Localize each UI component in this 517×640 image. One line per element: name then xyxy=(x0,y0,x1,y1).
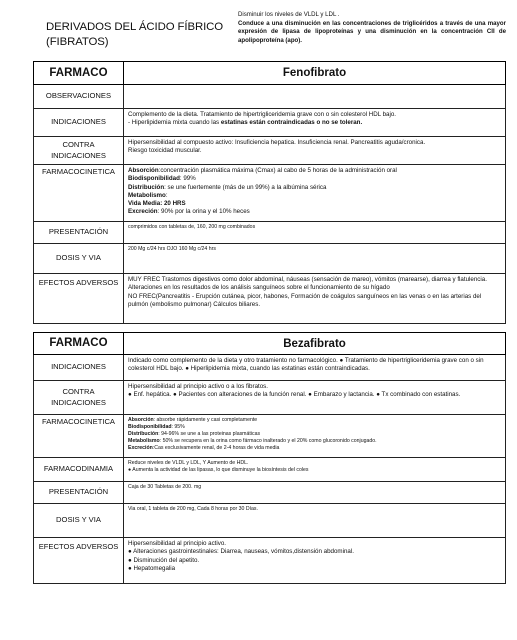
indicaciones-value: Indicado como complemento de la dieta y otro tratamiento no farmacológico. ● Tratamiento de hipertrigliceridemia grave con o sin colesterol HDL bajo. ● Hiperlipidemia mixta, cuando las estatinas están contraindicadas. xyxy=(124,355,506,381)
farmacocinetica-label: FARMACOCINETICA xyxy=(34,415,124,458)
efectos-value: MUY FREC Trastornos digestivos como dolor abdominal, náuseas (sensación de mareo), vómitos (marearse), diarrea y flatulencia. Alteraciones en los resultados de los análisis sanguíneos sobre el funcionamiento de su hígado NO FREC(Pancreatitis - Erupción cutánea, picor, habones, Formación de coágulos sanguíneos en las venas o en las arterias del pulmón (embolismo pulmonar) Cálculos biliares. xyxy=(124,274,506,324)
observaciones-value xyxy=(124,85,506,109)
contraindicaciones-value: Hipersensibilidad al principio activo o a los fibratos. ● Enf. hepática. ● Pacientes con alteraciones de la función renal. ● Embarazo y lactancia. ● Tx combinado con estatinas. xyxy=(124,381,506,415)
dosis-value: 200 Mg c/24 hrs OJO 160 Mg c/24 hrs xyxy=(124,244,506,274)
intro-line-2: Conduce a una disminución en las concentraciones de triglicéridos a través de una mayor expresión de lipasa de lipoproteínas y una disminución en la concentración CII de apolipoproteína (apo). xyxy=(238,19,506,44)
contraindicaciones-value: Hipersensibilidad al compuesto activo: Insuficiencia hepatica. Insuficiencia renal. Pancreatitis aguda/cronica. Riesgo toxicidad muscular. xyxy=(124,137,506,165)
contraindicaciones-label: CONTRA INDICACIONES xyxy=(34,381,124,415)
efectos-label: EFECTOS ADVERSOS xyxy=(34,538,124,584)
presentacion-row xyxy=(34,222,506,244)
indicaciones-value: Complemento de la dieta. Tratamiento de hipertrigliceridemia grave con o sin colesterol HDL bajo. - Hiperlipidemia mixta cuando las estatinas están contraindicadas o no se toleran. xyxy=(124,109,506,137)
presentacion-value: comprimidos con tabletas de, 160, 200 mg combinados xyxy=(124,222,506,244)
efectos-value: Hipersensibilidad al principio activo. ● Alteraciones gastrointestinales: Diarrea, nauseas, vómitos,distensión abdominal. ● Disminución del apetito. ● Hepatomegalia xyxy=(124,538,506,584)
farmacocinetica-value: Absorción:concentración plasmática máxima (Cmax) al cabo de 5 horas de la administración oral Biodisponibilidad: 99% Distribución: se une fuertemente (más de un 99%) a la albúmina sérica Metabolismo: Vida Media: 20 HRS Excreción: 90% por la orina y el 10% heces xyxy=(124,165,506,222)
indicaciones-label: INDICACIONES xyxy=(34,355,124,381)
farmacocinetica-row xyxy=(34,165,506,222)
intro-text xyxy=(238,11,506,45)
farmacodinamia-value: Reduce niveles de VLDL y LDL, Y Aumento de HDL. ● Aumenta la actividad de las lipasas, lo que disminuye la biosíntesis del coles xyxy=(124,458,506,482)
contraindicaciones-row xyxy=(34,381,506,415)
efectos-label: EFECTOS ADVERSOS xyxy=(34,274,124,324)
indicaciones-row xyxy=(34,109,506,137)
contraindicaciones-label: CONTRA INDICACIONES xyxy=(34,137,124,165)
indicaciones-row xyxy=(34,355,506,381)
presentacion-label: PRESENTACIÓN xyxy=(34,222,124,244)
presentacion-label: PRESENTACIÓN xyxy=(34,482,124,504)
contraindicaciones-row xyxy=(34,137,506,165)
dosis-value: Via oral, 1 tableta de 200 mg, Cada 8 horas por 30 Días. xyxy=(124,504,506,538)
drug-name: Fenofibrato xyxy=(124,62,506,85)
dosis-label: DOSIS Y VIA xyxy=(34,244,124,274)
farmacocinetica-value: Absorción: absorbe rápidamente y casi completamente Biodisponibilidad: 95% Distribución: 94-96% se une a las proteinas plasmáticas Metabolismo: 50% se recupera en la orina como fármaco inalterado y el 20% como glucoronido conjugado. Excreción:Cas exclusivamente renal, de 2-4 horas de vida media xyxy=(124,415,506,458)
document-title xyxy=(46,20,231,50)
farmaco-label: FARMACO xyxy=(34,62,124,85)
bezafibrato-header-row xyxy=(34,333,506,355)
fenofibrato-header-row xyxy=(34,62,506,85)
presentacion-row xyxy=(34,482,506,504)
farmacodinamia-label: FARMACODINAMIA xyxy=(34,458,124,482)
farmacocinetica-label: FARMACOCINETICA xyxy=(34,165,124,222)
indicaciones-label: INDICACIONES xyxy=(34,109,124,137)
fenofibrato-table xyxy=(33,61,506,324)
dosis-label: DOSIS Y VIA xyxy=(34,504,124,538)
farmaco-label: FARMACO xyxy=(34,333,124,355)
presentacion-value: Caja de 30 Tabletas de 200. mg xyxy=(124,482,506,504)
efectos-row xyxy=(34,538,506,584)
bezafibrato-table xyxy=(33,332,506,584)
farmacocinetica-row xyxy=(34,415,506,458)
dosis-row xyxy=(34,504,506,538)
efectos-row xyxy=(34,274,506,324)
title-line-1: DERIVADOS DEL ÁCIDO FÍBRICO xyxy=(46,21,224,33)
dosis-row xyxy=(34,244,506,274)
observaciones-row xyxy=(34,85,506,109)
drug-name: Bezafibrato xyxy=(124,333,506,355)
farmacodinamia-row xyxy=(34,458,506,482)
title-line-2: (FIBRATOS) xyxy=(46,36,109,48)
intro-line-1: Disminuir los niveles de VLDL y LDL . xyxy=(238,11,340,18)
observaciones-label: OBSERVACIONES xyxy=(34,85,124,109)
